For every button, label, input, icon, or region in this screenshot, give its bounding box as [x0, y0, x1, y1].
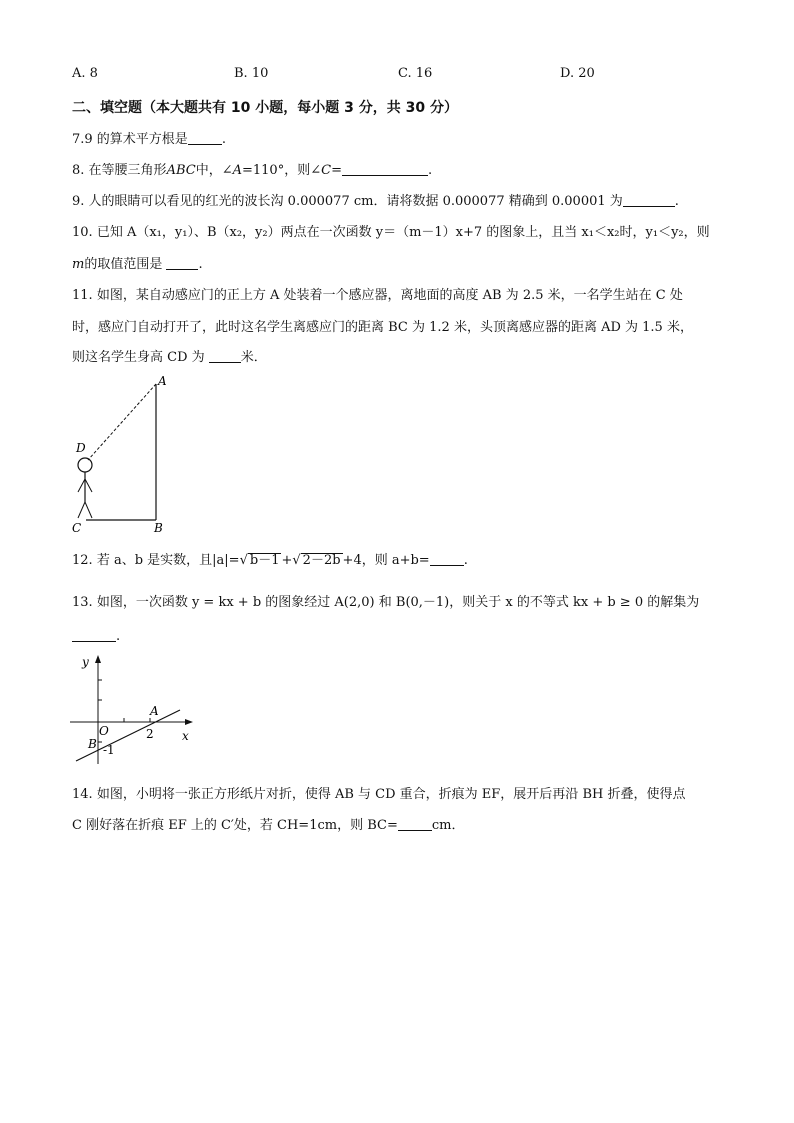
q10-var-m: m [72, 257, 85, 272]
q13-number: 13. [72, 595, 93, 610]
q8-angle-a: A [232, 163, 242, 178]
q6-options [72, 66, 632, 84]
question-8 [72, 162, 432, 180]
q11-right-leg [85, 502, 92, 518]
q13-line-graph [76, 710, 180, 761]
q11-left-arm [78, 479, 85, 492]
q7-end: . [221, 132, 226, 147]
q14-number: 14. [72, 787, 93, 802]
q12-sqrt-2: √ 2－2b [292, 553, 341, 568]
q8-number: 8. [72, 163, 85, 178]
q12-text-1: 若 a、b 是实数，且|a|= [96, 553, 240, 568]
q8-text-4: = [331, 163, 342, 178]
q8-angle-c: C [321, 163, 332, 178]
question-12 [72, 552, 468, 570]
q11-number: 11. [72, 288, 93, 303]
question-7 [72, 131, 226, 149]
q9-end: . [674, 194, 679, 209]
q9-answer-blank[interactable] [623, 193, 675, 207]
q11-right-arm [85, 479, 92, 492]
question-13-line-2 [72, 628, 120, 646]
q8-text-1: 在等腰三角形 [88, 163, 167, 178]
q14-text-2: C 刚好落在折痕 EF 上的 C′处，若 CH=1cm，则 BC= [72, 818, 398, 833]
q12-sqrt-1-radicand: b－1 [249, 553, 280, 568]
q13-answer-blank[interactable] [72, 628, 116, 642]
q11-label-d: D [76, 441, 86, 455]
q13-label-b: B [88, 737, 97, 751]
q13-y-arrow [95, 655, 101, 663]
q10-end: . [198, 257, 203, 272]
question-10-line-2 [72, 256, 203, 274]
q9-number: 9. [72, 194, 85, 209]
q8-end: . [427, 163, 433, 178]
q11-figure [66, 372, 176, 534]
q12-sqrt-2-radicand: 2－2b [302, 553, 341, 568]
q8-text-2: 中，∠ [195, 163, 233, 178]
q11-text-3: 则这名学生身高 CD 为 [72, 350, 205, 365]
question-14-line-1 [72, 786, 685, 804]
q10-text-1: 已知 A（x₁，y₁）、B（x₂，y₂）两点在一次函数 y＝（m－1）x+7 的图象上，且当 x₁＜x₂时，y₁＜y₂，则 [96, 225, 710, 240]
q13-text: 如图，一次函数 y = kx + b 的图象经过 A(2,0) 和 B(0,－1)，则关于 x 的不等式 kx + b ≥ 0 的解集为 [96, 595, 700, 610]
section-title: 二、填空题（本大题共有 10 小题，每小题 3 分，共 30 分） [72, 100, 458, 116]
question-14-line-2 [72, 817, 464, 835]
q8-text-3: =110°，则∠ [242, 163, 322, 178]
q8-triangle-name: ABC [166, 163, 196, 178]
q11-head-circle [78, 458, 92, 472]
q8-answer-blank[interactable] [342, 162, 428, 176]
q11-left-leg [78, 502, 85, 518]
q7-number: 7. [72, 132, 85, 147]
q14-text-3: cm． [431, 818, 465, 833]
q11-text-1: 如图，某自动感应门的正上方 A 处装着一个感应器，离地面的高度 AB 为 2.5 米，一名学生站在 C 处 [96, 288, 683, 303]
q13-end: . [116, 629, 121, 644]
question-11-line-1 [72, 287, 683, 305]
question-11-line-2 [72, 319, 693, 337]
q14-answer-blank[interactable] [398, 817, 432, 831]
q11-label-b: B [154, 521, 163, 534]
q12-end: . [463, 553, 468, 568]
q13-label-y: y [82, 655, 89, 669]
q13-label-2: 2 [146, 727, 154, 741]
question-10-line-1 [72, 224, 710, 242]
q11-label-a: A [158, 374, 167, 388]
q12-plus: + [281, 553, 293, 568]
q13-label-o: O [99, 724, 109, 738]
q12-number: 12. [72, 553, 93, 568]
q7-answer-blank[interactable] [188, 131, 222, 145]
q11-label-c: C [72, 521, 82, 534]
q7-text: 9 的算术平方根是 [84, 132, 188, 147]
q10-answer-blank[interactable] [166, 256, 198, 270]
q13-label-x: x [182, 729, 189, 743]
q12-text-2: +4，则 a+b= [342, 553, 430, 568]
q11-dashed-line [88, 384, 156, 460]
question-13-line-1 [72, 594, 699, 612]
q11-answer-blank[interactable] [209, 349, 241, 363]
q13-figure [62, 652, 202, 772]
q9-text: 人的眼睛可以看见的红光的波长沟 0.000077 cm．请将数据 0.000077 精确到 0.00001 为 [88, 194, 623, 209]
q14-text-1: 如图，小明将一张正方形纸片对折，使得 AB 与 CD 重合，折痕为 EF，展开后再沿 BH 折叠，使得点 [96, 787, 686, 802]
option-d: D. 20 [560, 66, 595, 81]
option-a: A. 8 [72, 66, 98, 81]
question-9 [72, 193, 679, 211]
question-11-line-3 [72, 349, 267, 367]
q13-x-arrow [185, 719, 193, 725]
q11-text-2: 时，感应门自动打开了，此时这名学生离感应门的距离 BC 为 1.2 米，头顶离感应器的距离 AD 为 1.5 米， [72, 320, 693, 335]
option-c: C. 16 [398, 66, 433, 81]
q10-number: 10. [72, 225, 93, 240]
q13-label-neg1: -1 [103, 743, 115, 757]
q12-sqrt-1: √ b－1 [239, 553, 280, 568]
option-b: B. 10 [234, 66, 269, 81]
q10-text-2: 的取值范围是 [84, 257, 163, 272]
q12-answer-blank[interactable] [430, 552, 464, 566]
q11-text-4: 米． [240, 350, 267, 365]
q13-label-a: A [150, 704, 159, 718]
